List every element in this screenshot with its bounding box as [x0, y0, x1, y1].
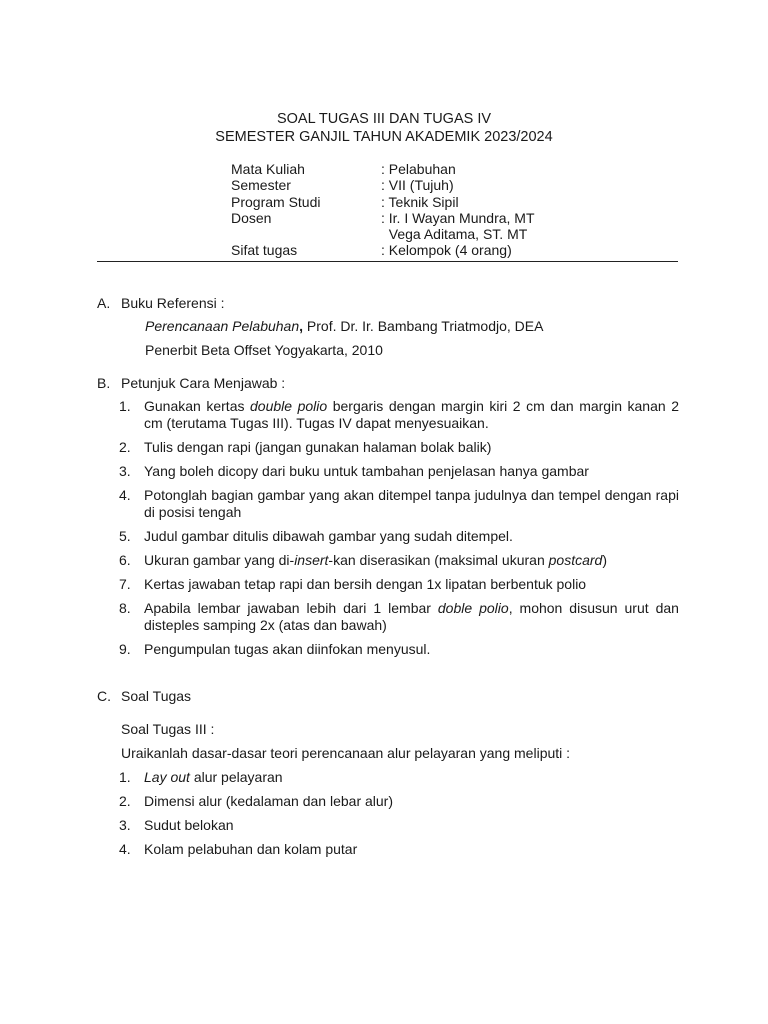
- list-item: [119, 398, 679, 432]
- item-text: -kan diserasikan (maksimal ukuran: [328, 552, 549, 568]
- item-text: , mohon disusun urut dan disteples samping 2x (atas dan bawah): [144, 600, 679, 633]
- section-letter: B.: [97, 375, 111, 391]
- task-intro: Uraikanlah dasar-dasar teori perencanaan alur pelayaran yang meliputi :: [121, 745, 571, 761]
- list-item: [119, 817, 679, 834]
- item-number: 2.: [119, 439, 131, 455]
- item-text: Apabila lembar jawaban lebih dari 1 lembar: [144, 600, 438, 616]
- info-value: Vega Aditama, ST. MT: [381, 226, 528, 243]
- book-comma: ,: [299, 318, 304, 334]
- book-title: Perencanaan Pelabuhan: [145, 318, 300, 334]
- item-text: Pengumpulan tugas akan diinfokan menyusul.: [144, 641, 431, 657]
- item-text: ): [602, 552, 607, 568]
- document-subtitle: SEMESTER GANJIL TAHUN AKADEMIK 2023/2024: [215, 129, 553, 145]
- list-item: [119, 439, 679, 456]
- section-letter: A.: [97, 295, 111, 311]
- item-number: 6.: [119, 552, 131, 568]
- info-value: : Kelompok (4 orang): [381, 242, 512, 259]
- item-text: Sudut belokan: [144, 817, 234, 833]
- task-list: [119, 769, 679, 858]
- info-value: : Teknik Sipil: [381, 193, 459, 210]
- info-label: Program Studi: [231, 193, 321, 210]
- info-label: Mata Kuliah: [231, 161, 305, 177]
- item-number: 7.: [119, 576, 131, 592]
- item-emphasis: postcard: [548, 552, 603, 568]
- section-title: Soal Tugas: [121, 688, 192, 704]
- item-emphasis: Lay out: [144, 769, 190, 785]
- info-label: Dosen: [231, 209, 272, 226]
- item-number: 9.: [119, 641, 131, 657]
- list-item: [119, 528, 679, 545]
- item-emphasis: doble polio: [437, 600, 509, 616]
- item-text: Ukuran gambar yang di-: [144, 552, 295, 568]
- item-number: 2.: [119, 793, 131, 809]
- item-number: 4.: [119, 487, 131, 503]
- info-value: : VII (Tujuh): [381, 177, 454, 194]
- book-author: Prof. Dr. Ir. Bambang Triatmodjo, DEA: [303, 318, 544, 334]
- task-subheading: Soal Tugas III :: [121, 721, 215, 737]
- item-text: Tulis dengan rapi (jangan gunakan halaman bolak balik): [144, 439, 492, 455]
- list-item: [119, 793, 679, 810]
- list-item: [119, 769, 679, 786]
- item-text: Potonglah bagian gambar yang akan ditempel tanpa judulnya dan tempel dengan rapi di posisi tengah: [144, 487, 679, 520]
- instructions-list: [119, 398, 679, 658]
- item-text: alur pelayaran: [189, 769, 283, 785]
- item-number: 3.: [119, 463, 131, 479]
- section-b-heading: [97, 375, 285, 391]
- item-text: Dimensi alur (kedalaman dan lebar alur): [144, 793, 394, 809]
- item-number: 1.: [119, 769, 131, 785]
- item-text: Yang boleh dicopy dari buku untuk tambahan penjelasan hanya gambar: [144, 463, 589, 479]
- list-item: [119, 841, 679, 858]
- list-item: [119, 487, 679, 521]
- item-emphasis: double polio: [250, 398, 328, 414]
- item-number: 1.: [119, 398, 131, 414]
- item-text: Kertas jawaban tetap rapi dan bersih dengan 1x lipatan berbentuk polio: [144, 576, 587, 592]
- reference-publisher: Penerbit Beta Offset Yogyakarta, 2010: [145, 342, 383, 358]
- item-text: bergaris dengan margin kiri 2 cm dan margin kanan 2 cm (terutama Tugas III). Tugas IV dapat menyesuaikan.: [144, 398, 679, 431]
- section-letter: C.: [97, 688, 111, 704]
- section-title: Petunjuk Cara Menjawab :: [121, 375, 286, 391]
- item-text: Kolam pelabuhan dan kolam putar: [144, 841, 358, 857]
- item-emphasis: insert: [294, 552, 329, 568]
- info-label: Sifat tugas: [231, 242, 298, 259]
- list-item: [119, 641, 679, 658]
- list-item: [119, 552, 679, 569]
- section-c-heading: [97, 688, 191, 704]
- item-number: 4.: [119, 841, 131, 857]
- item-text: Judul gambar ditulis dibawah gambar yang sudah ditempel.: [144, 528, 513, 544]
- item-number: 3.: [119, 817, 131, 833]
- header-divider: [97, 261, 678, 262]
- info-label: Semester: [231, 177, 291, 194]
- info-value: : Ir. I Wayan Mundra, MT: [381, 209, 535, 226]
- item-number: 5.: [119, 528, 131, 544]
- list-item: [119, 463, 679, 480]
- info-value: : Pelabuhan: [381, 161, 456, 177]
- section-a-heading: [97, 295, 225, 311]
- list-item: [119, 600, 679, 634]
- document-title: SOAL TUGAS III DAN TUGAS IV: [276, 111, 492, 127]
- reference-book: [145, 318, 543, 334]
- section-title: Buku Referensi :: [121, 295, 225, 311]
- list-item: [119, 576, 679, 593]
- item-number: 8.: [119, 600, 131, 616]
- item-text: Gunakan kertas: [144, 398, 251, 414]
